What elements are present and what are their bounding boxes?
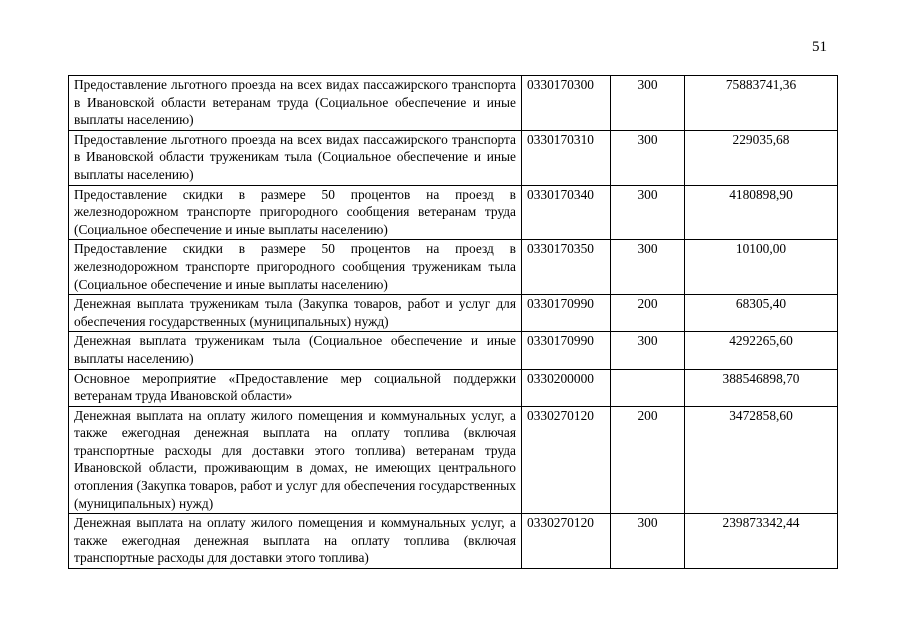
row-expense-type [611,369,685,406]
row-amount: 3472858,60 [685,406,838,514]
row-target-code: 0330170340 [522,185,611,240]
row-amount: 4180898,90 [685,185,838,240]
row-target-code: 0330170990 [522,295,611,332]
row-expense-type: 300 [611,76,685,131]
row-description: Предоставление льготного проезда на всех видах пассажирского транспорта в Ивановской области ветеранам труда (Социальное обеспечение и иные выплаты населению) [69,76,522,131]
row-target-code: 0330200000 [522,369,611,406]
row-description: Денежная выплата труженикам тыла (Социальное обеспечение и иные выплаты населению) [69,332,522,369]
table-row [69,514,838,569]
table-row [69,295,838,332]
table-row [69,240,838,295]
row-target-code: 0330170310 [522,130,611,185]
page-number: 51 [812,39,827,55]
row-target-code: 0330170350 [522,240,611,295]
row-description: Предоставление льготного проезда на всех видах пассажирского транспорта в Ивановской области труженикам тыла (Социальное обеспечение и иные выплаты населению) [69,130,522,185]
row-target-code: 0330170300 [522,76,611,131]
row-description: Основное мероприятие «Предоставление мер социальной поддержки ветеранам труда Ивановской области» [69,369,522,406]
row-target-code: 0330270120 [522,514,611,569]
row-description: Денежная выплата труженикам тыла (Закупка товаров, работ и услуг для обеспечения государственных (муниципальных) нужд) [69,295,522,332]
table-row [69,130,838,185]
row-amount: 229035,68 [685,130,838,185]
row-description: Предоставление скидки в размере 50 процентов на проезд в железнодорожном транспорте пригородного сообщения труженикам тыла (Социальное обеспечение и иные выплаты населению) [69,240,522,295]
row-amount: 75883741,36 [685,76,838,131]
table-row [69,406,838,514]
table-row [69,332,838,369]
row-expense-type: 300 [611,240,685,295]
row-expense-type: 300 [611,130,685,185]
row-amount: 10100,00 [685,240,838,295]
budget-table [68,75,838,569]
row-description: Денежная выплата на оплату жилого помещения и коммунальных услуг, а также ежегодная денежная выплата на оплату топлива (включая транспортные расходы для доставки этого топлива) ветеранам труда Ивановской области, проживающим в домах, не имеющих центрального отопления (Закупка товаров, работ и услуг для обеспечения государственных (муниципальных) нужд) [69,406,522,514]
row-amount: 239873342,44 [685,514,838,569]
row-amount: 388546898,70 [685,369,838,406]
row-target-code: 0330270120 [522,406,611,514]
row-description: Предоставление скидки в размере 50 процентов на проезд в железнодорожном транспорте пригородного сообщения ветеранам труда (Социальное обеспечение и иные выплаты населению) [69,185,522,240]
row-expense-type: 300 [611,514,685,569]
row-amount: 68305,40 [685,295,838,332]
table-row [69,185,838,240]
row-expense-type: 300 [611,185,685,240]
budget-table-body [69,76,838,569]
row-target-code: 0330170990 [522,332,611,369]
row-expense-type: 200 [611,406,685,514]
row-expense-type: 300 [611,332,685,369]
table-row [69,76,838,131]
row-description: Денежная выплата на оплату жилого помещения и коммунальных услуг, а также ежегодная денежная выплата на оплату топлива (включая транспортные расходы для доставки этого топлива) [69,514,522,569]
row-amount: 4292265,60 [685,332,838,369]
row-expense-type: 200 [611,295,685,332]
table-row [69,369,838,406]
